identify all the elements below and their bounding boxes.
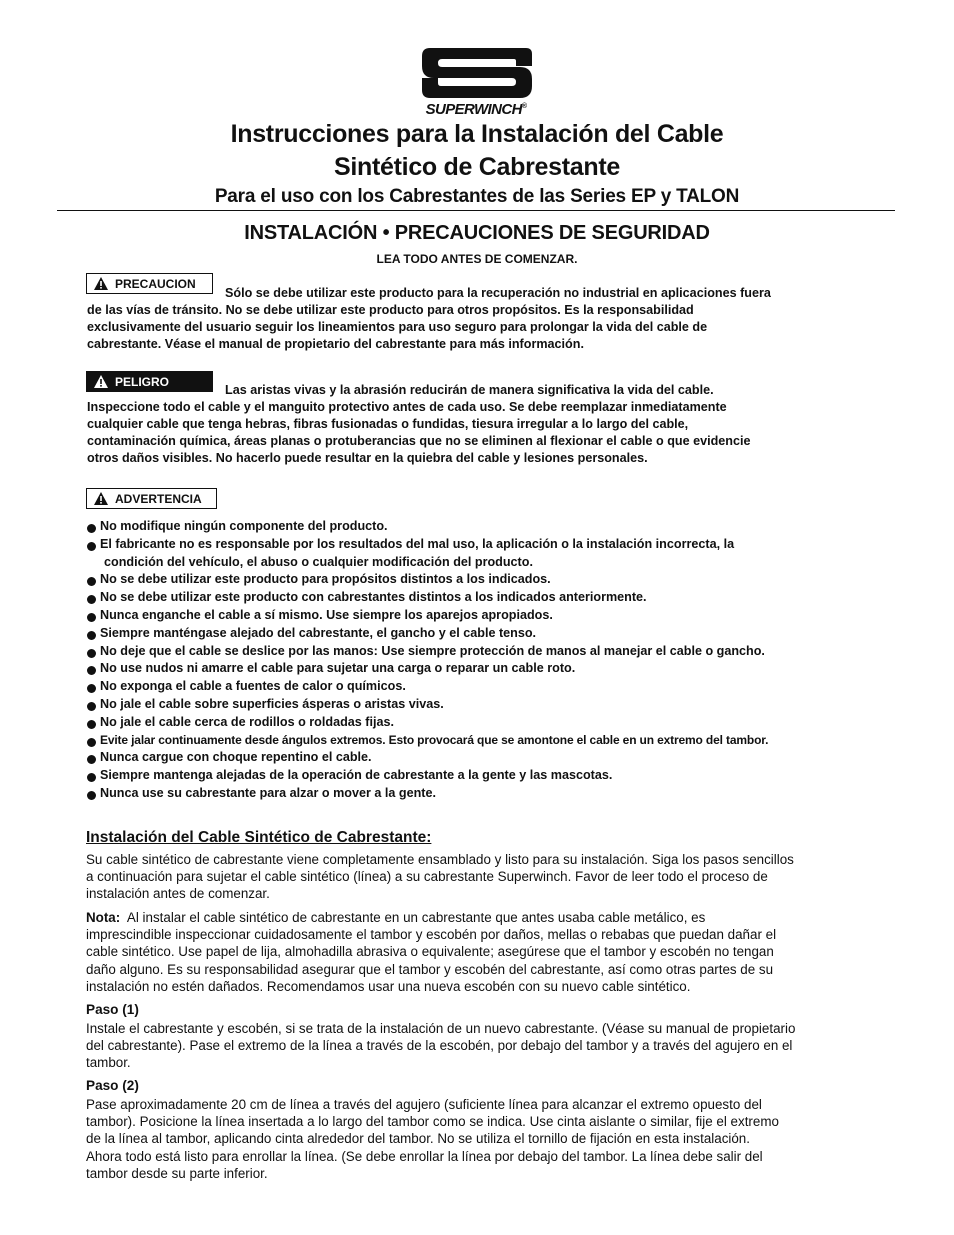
danger-label: PELIGRO [115,374,170,389]
warning-badge [86,488,217,509]
list-item: No modifique ningún componente del producto. [86,518,886,536]
list-item: No exponga el cable a fuentes de calor o químicos. [86,678,886,696]
read-first-notice: LEA TODO ANTES DE COMENZAR. [376,252,578,266]
list-item: No use nudos ni amarre el cable para sujetar una carga o reparar un cable roto. [86,660,886,678]
step-2-title: Paso (2) [86,1078,139,1093]
install-note: Nota: Al instalar el cable sintético de cabrestante en un cabrestante que antes usaba cable metálico, es imprescindible inspeccionar cuidadosamente el tambor y escobén por daños, mellas o rebabas que puedan dañar el cable sintético. Use papel de lija, almohadilla abrasiva o equivalente; asegúrese que el tambor y escobén no tengan daño alguno. Es su responsabilidad asegurar que el tambor y escobén del cabrestante, así como otras partes de su instalación no estén dañados. Recomendamos usar una nueva escobén con su nuevo cable sintético. [86,910,777,994]
danger-line: Las aristas vivas y la abrasión reducirán de manera significativa la vida del cable. [225,383,714,397]
list-item: El fabricante no es responsable por los resultados del mal uso, la aplicación o la instalación incorrecta, la condición del vehículo, el abuso o cualquier modificación del producto. [86,536,886,572]
list-item: No jale el cable sobre superficies ásperas o aristas vivas. [86,696,886,714]
list-item: Nunca cargue con choque repentino el cable. [86,749,886,767]
logo-wordmark: SUPERWINCH® [425,101,527,118]
note-label: Nota: [86,910,121,925]
caution-label: PRECAUCION [115,276,196,291]
list-item: Evite jalar continuamente desde ángulos extremos. Esto provocará que se amontone el cable en un extremo del tambor. [86,732,886,750]
danger-line: cualquier cable que tenga hebras, fibras fusionadas o fundidas, tiesura irregular a lo largo del cable, [87,417,689,431]
caution-line: exclusivamente del usuario seguir los lineamientos para uso seguro para prolongar la vida del cable de [87,320,708,334]
caution-line: cabrestante. Véase el manual de propietario del cabrestante para más información. [87,337,584,351]
caution-line: Sólo se debe utilizar este producto para la recuperación no industrial en aplicaciones fuera [225,286,771,300]
warning-label: ADVERTENCIA [115,491,202,506]
step-1-text: Instale el cabrestante y escobén, si se trata de la instalación de un nuevo cabrestante. (Véase su manual de propietario del cabrestante). Pase el extremo de la línea a través de la escobén, por debajo del tambor y a través del agujero en el tambor. [86,1021,796,1071]
title-line-2: Sintético de Cabrestante [334,153,620,181]
install-heading: Instalación del Cable Sintético de Cabrestante: [86,829,432,846]
caution-line: de las vías de tránsito. No se debe utilizar este producto para otros propósitos. Es la responsabilidad [87,303,694,317]
caution-text [87,285,847,353]
warning-triangle-icon [93,491,109,506]
list-item: No deje que el cable se deslice por las manos: Use siempre protección de manos al manejar el cable o gancho. [86,643,886,661]
page-subtitle: Para el uso con los Cabrestantes de las Series EP y TALON [214,186,740,207]
step-2-text: Pase aproximadamente 20 cm de línea a través del agujero (suficiente línea para alcanzar el extremo opuesto del tambor). Posicione la línea insertada a lo largo del tambor como se indica. Use cinta aislante o similar, fije el extremo de la línea al tambor, aplicando cinta alrededor del tambor. No se utiliza el tornillo de fijación en esta instalación. Ahora todo está listo para enrollar la línea. (Se debe enrollar la línea por debajo del tambor. La línea debe salir del tambor desde su parte inferior. [86,1097,779,1181]
danger-line: otros daños visibles. No hacerlo puede resultar en la quiebra del cable y lesiones personales. [87,451,648,465]
list-item: No se debe utilizar este producto para propósitos distintos a los indicados. [86,571,886,589]
title-line-1: Instrucciones para la Instalación del Cable [230,120,724,148]
title-divider [57,210,895,211]
page-title [60,118,894,184]
step-1-title: Paso (1) [86,1002,139,1017]
danger-line: contaminación química, áreas planas o protuberancias que no se eliminen al flexionar el cable o que evidencie [87,434,751,448]
list-item: No se debe utilizar este producto con cabrestantes distintos a los indicados anteriormente. [86,589,886,607]
warning-list [86,518,886,803]
danger-text [87,382,847,467]
list-item: No jale el cable cerca de rodillos o roldadas fijas. [86,714,886,732]
install-intro: Su cable sintético de cabrestante viene completamente ensamblado y listo para su instalación. Siga los pasos sencillos a continuación para sujetar el cable sintético (línea) a su cabrestante Superwinch. Favor de leer todo el proceso de instalación antes de comenzar. [86,852,794,902]
section-heading: INSTALACIÓN • PRECAUCIONES DE SEGURIDAD [244,222,710,244]
list-item: Siempre mantenga alejadas de la operación de cabrestante a la gente y las mascotas. [86,767,886,785]
list-item: Nunca use su cabrestante para alzar o mover a la gente. [86,785,886,803]
danger-line: Inspeccione todo el cable y el manguito protectivo antes de cada uso. Se debe reemplazar inmediatamente [87,400,727,414]
list-item: Siempre manténgase alejado del cabrestante, el gancho y el cable tenso. [86,625,886,643]
list-item: Nunca enganche el cable a sí mismo. Use siempre los aparejos apropiados. [86,607,886,625]
